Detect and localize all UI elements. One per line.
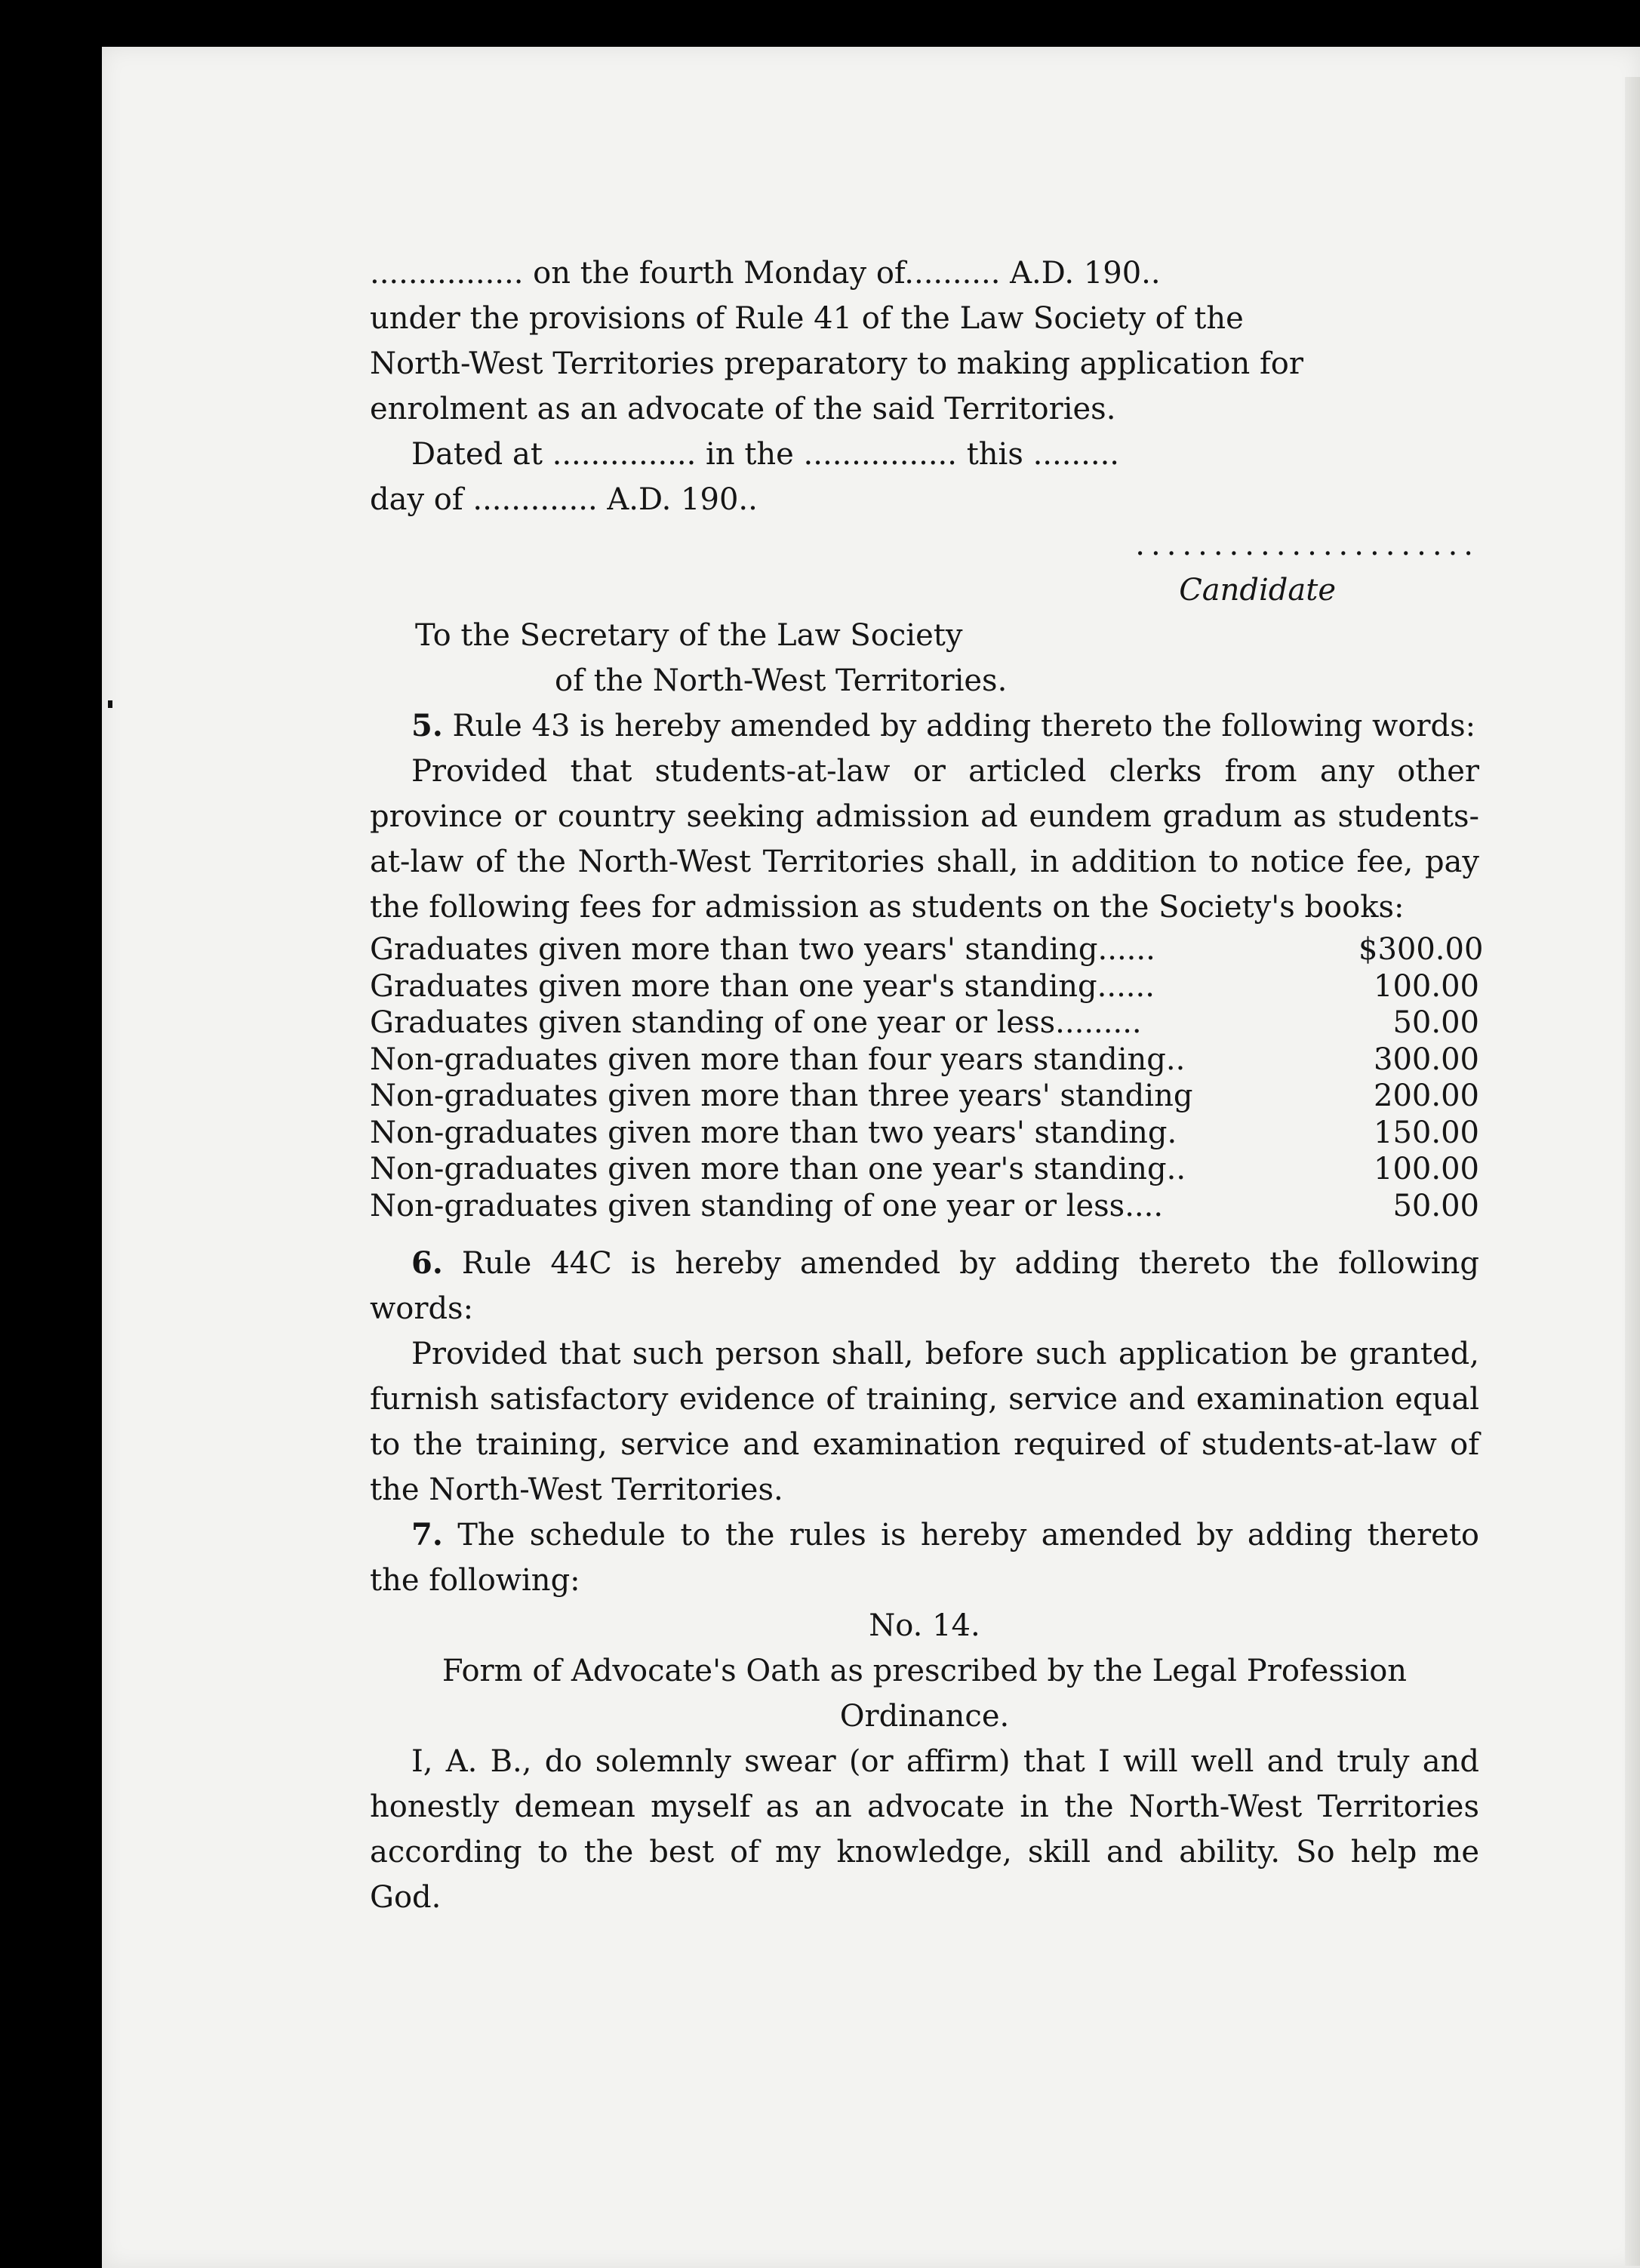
fee-description: Non-graduates given more than two years' standing. (370, 1115, 1177, 1150)
fee-description: Graduates given more than one year's standing...... (370, 968, 1155, 1004)
opening-paragraph (370, 251, 1479, 432)
fee-amount: 100.00 (1374, 1152, 1479, 1186)
dated-line: Dated at ............... in the ................ this ......... (411, 437, 1120, 472)
section-5-proviso: Provided that students-at-law or articled clerks from any other province or country seeking admission ad eundem gradum as students-at-law of the North-West Territories shall, in addition to notice fee, pay the following fees for admission as students on the Society's books: (370, 754, 1479, 925)
opening-line-1: ................ on the fourth Monday of.......... A.D. 190.. (370, 256, 1161, 291)
fee-amount: 100.00 (1374, 968, 1479, 1004)
section-7-number: 7. (411, 1517, 443, 1553)
fee-row (370, 1151, 1479, 1188)
fee-amount: 50.00 (1392, 1188, 1479, 1223)
section-5-intro-text: Rule 43 is hereby amended by adding thereto the following words: (452, 709, 1476, 743)
fee-amount: 50.00 (1392, 1005, 1479, 1040)
addressee-line-2: of the North-West Territories. (555, 663, 1008, 698)
form-number: No. 14. (869, 1608, 980, 1643)
page-fold-shadow (1625, 77, 1640, 2266)
document-body (370, 251, 1484, 1920)
document-page (102, 47, 1640, 2268)
opening-line-2: under the provisions of Rule 41 of the Law Society of the (370, 301, 1244, 336)
opening-line-4: enrolment as an advocate of the said Territories. (370, 392, 1116, 426)
section-7-intro-text: The schedule to the rules is hereby amended by adding thereto the following: (370, 1518, 1480, 1598)
fee-amount: $300.00 (1358, 932, 1484, 967)
day-line: day of ............. A.D. 190.. (370, 482, 758, 517)
oath-text: I, A. B., do solemnly swear (or affirm) that I will well and truly and honestly demean myself as an advocate in the North-West Territories according to the best of my knowledge, skill and ability. So help me God. (370, 1744, 1479, 1915)
opening-line-3: North-West Territories preparatory to making application for (370, 346, 1303, 381)
fee-schedule (370, 931, 1484, 1224)
fee-amount: 300.00 (1374, 1042, 1479, 1077)
fee-description: Non-graduates given more than one year's standing.. (370, 1152, 1186, 1186)
fee-amount: 200.00 (1374, 1079, 1479, 1113)
section-5-number: 5. (411, 708, 443, 743)
form-title: Form of Advocate's Oath as prescribed by the Legal Profession Ordinance. (442, 1654, 1408, 1734)
fee-row (370, 1078, 1479, 1115)
fee-description: Non-graduates given more than three years' standing (370, 1079, 1193, 1113)
fee-description: Graduates given standing of one year or less......... (370, 1005, 1142, 1040)
section-6-number: 6. (411, 1245, 443, 1281)
fee-row (370, 968, 1479, 1005)
fee-row (370, 1005, 1479, 1042)
fee-amount: 150.00 (1374, 1115, 1479, 1150)
section-6-intro (370, 1241, 1479, 1331)
fee-row (370, 931, 1484, 968)
fee-row (370, 1188, 1479, 1225)
fee-row (370, 1115, 1479, 1152)
fee-description: Non-graduates given standing of one year or less.... (370, 1188, 1164, 1223)
signature-label: Candidate (1179, 573, 1336, 608)
scan-speck (108, 700, 112, 708)
section-5-intro (370, 703, 1479, 749)
section-6-proviso: Provided that such person shall, before such application be granted, furnish satisfactory evidence of training, service and examination equal to the training, service and examination required of students-at-law of the North-West Territories. (370, 1337, 1479, 1507)
fee-row (370, 1042, 1479, 1079)
section-6-intro-text: Rule 44C is hereby amended by adding thereto the following words: (370, 1246, 1479, 1326)
fee-description: Non-graduates given more than four years standing.. (370, 1042, 1186, 1077)
signature-line: ...................... (1135, 528, 1479, 562)
section-7-intro (370, 1513, 1479, 1603)
addressee-line-1: To the Secretary of the Law Society (415, 618, 963, 653)
fee-description: Graduates given more than two years' standing...... (370, 932, 1155, 967)
